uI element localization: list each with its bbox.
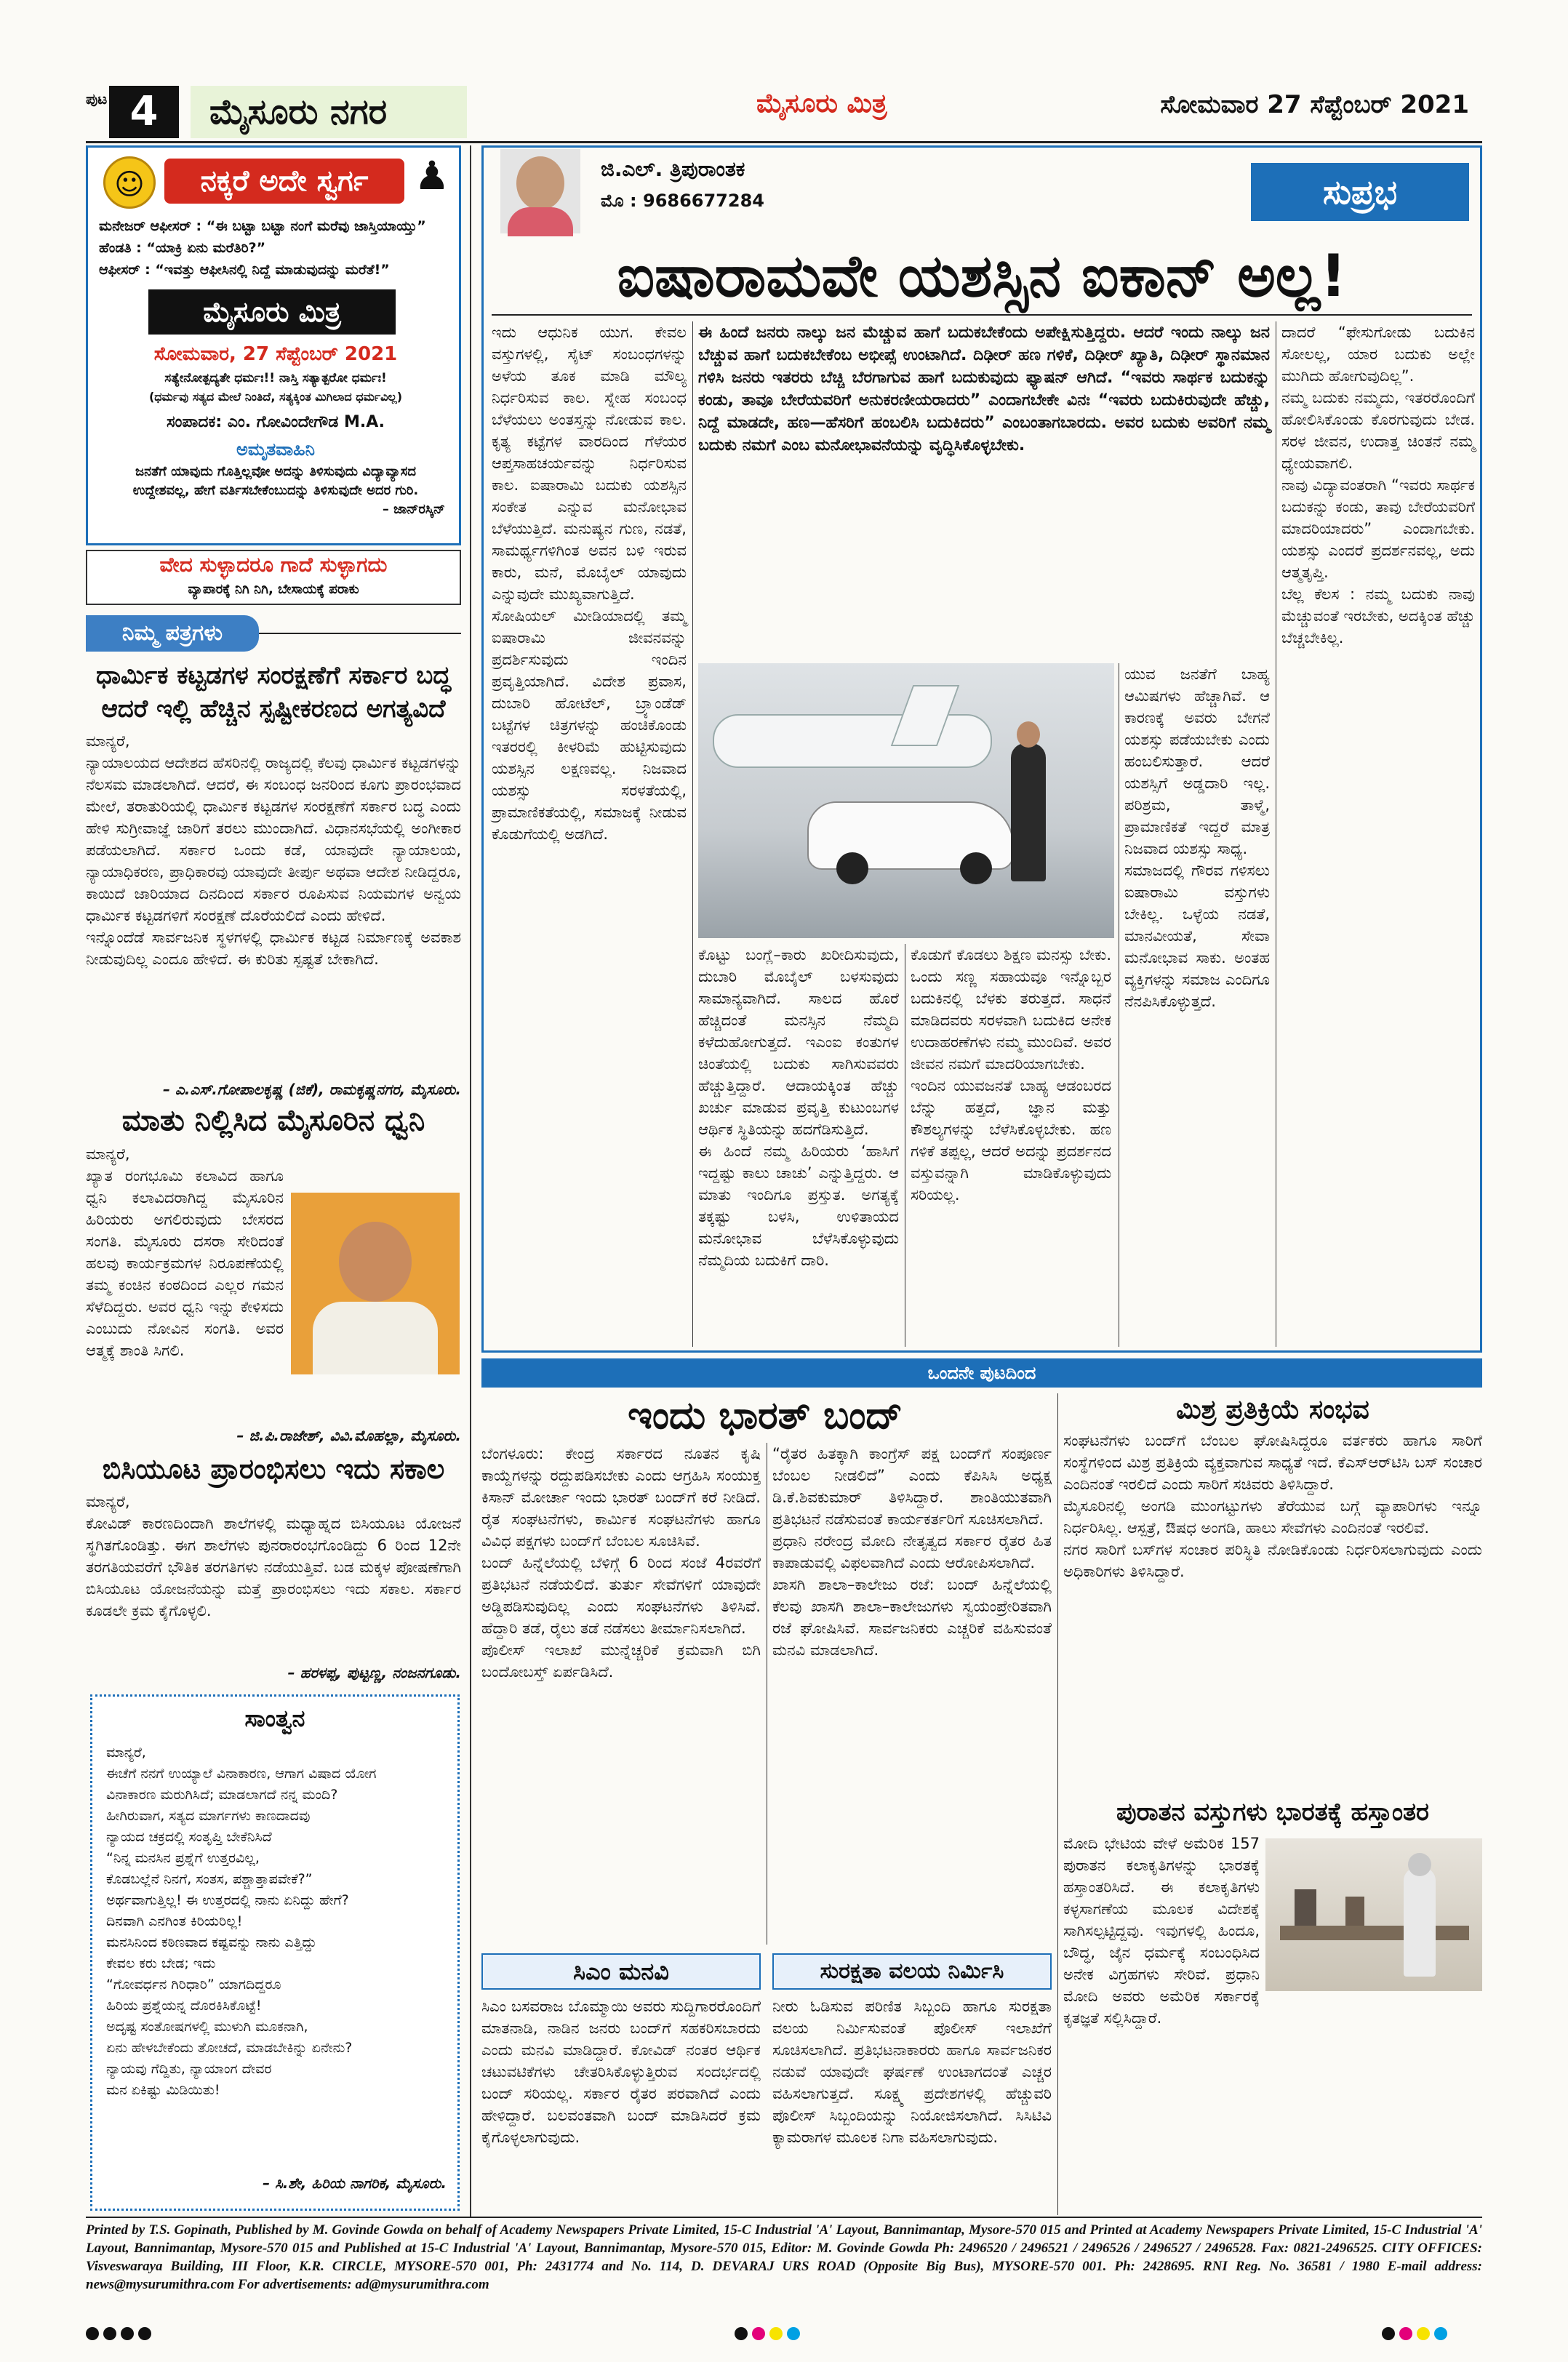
section-title: ಮೈಸೂರು ನಗರ [191, 86, 467, 138]
motto-line-1: ಸತ್ಯೇನೋತ್ಪದ್ಯತೇ ಧರ್ಮಃ!! ನಾಸ್ತಿ ಸತ್ಯಾತ್ಪರೋ ಧರ್ಮಃ! [164, 371, 387, 385]
letter-1-credit: – ಎ.ಎಸ್.ಗೋಪಾಲಕೃಷ್ಣ (ಜಿಕೆ), ರಾಮಕೃಷ್ಣನಗರ, ಮೈಸೂರು. [162, 1081, 461, 1098]
safety-zone-title: ಸುರಕ್ಷತಾ ವಲಯ ನಿರ್ಮಿಸಿ [772, 1953, 1052, 1990]
column-name-badge: ಸುಪ್ರಭ [1251, 163, 1469, 221]
continued-banner: ಒಂದನೇ ಪುಟದಿಂದ [481, 1358, 1482, 1388]
column-headline: ಐಷಾರಾಮವೇ ಯಶಸ್ಸಿನ ಐಕಾನ್ ಅಲ್ಲ! [617, 242, 1347, 310]
humor-title: ನಕ್ಕರೆ ಅದೇ ಸ್ವರ್ಗ [164, 159, 404, 204]
letters-rule [259, 633, 461, 634]
header-rule [86, 141, 1482, 143]
left-column-divider [470, 145, 471, 2218]
column-col-4: ಯುವ ಜನತೆಗೆ ಬಾಹ್ಯ ಆಮಿಷಗಳು ಹೆಚ್ಚಾಗಿವೆ. ಆ ಕಾರಣಕ್ಕೆ ಅವರು ಬೇಗನೆ ಯಶಸ್ಸು ಪಡೆಯಬೇಕು ಎಂದು ಹಂಬಲಿಸುತ್ತಾರೆ. ಆದರೆ ಯಶಸ್ಸಿಗೆ ಅಡ್ಡದಾರಿ ಇಲ್ಲ. ಪರಿಶ್ರಮ, ತಾಳ್ಮೆ, ಪ್ರಾಮಾಣಿಕತೆ ಇದ್ದರೆ ಮಾತ್ರ ನಿಜವಾದ ಯಶಸ್ಸು ಸಾಧ್ಯ. ಸಮಾಜದಲ್ಲಿ ಗೌರವ ಗಳಿಸಲು ಐಷಾರಾಮಿ ವಸ್ತುಗಳು ಬೇಕಿಲ್ಲ. ಒಳ್ಳೆಯ ನಡತೆ, ಮಾನವೀಯತೆ, ಸೇವಾ ಮನೋಭಾವ ಸಾಕು. ಅಂತಹ ವ್ಯಕ್ತಿಗಳನ್ನು ಸಮಾಜ ಎಂದಿಗೂ ನೆನಪಿಸಿಕೊಳ್ಳುತ್ತದೆ. [1124, 665, 1270, 1010]
masthead-date: ಸೋಮವಾರ, 27 ಸೆಪ್ಟೆಂಬರ್ 2021 [153, 343, 398, 365]
mixed-headline: ಮಿಶ್ರ ಪ್ರತಿಕ್ರಿಯೆ ಸಂಭವ [1176, 1395, 1369, 1425]
letter-3-body: ಮಾನ್ಯರೆ, ಕೋವಿಡ್ ಕಾರಣದಿಂದಾಗಿ ಶಾಲೆಗಳಲ್ಲಿ ಮಧ್ಯಾಹ್ನದ ಬಿಸಿಯೂಟ ಯೋಜನೆ ಸ್ಥಗಿತಗೊಂಡಿತ್ತು. ಈಗ ಶಾಲೆಗಳು ಪುನರಾರಂಭಗೊಂಡಿದ್ದು 6 ರಿಂದ 12ನೇ ತರಗತಿಯವರೆಗೆ ಭೌತಿಕ ತರಗತಿಗಳು ನಡೆಯುತ್ತಿವೆ. ಬಡ ಮಕ್ಕಳ ಪೋಷಣೆಗಾಗಿ ಬಿಸಿಯೂಟ ಯೋಜನೆಯನ್ನು ಮತ್ತೆ ಪ್ರಾರಂಭಿಸಲು ಇದು ಸಕಾಲ. ಸರ್ಕಾರ ಕೂಡಲೇ ಕ್ರಮ ಕೈಗೊಳ್ಳಲಿ. [86, 1493, 461, 1620]
header-date: ಸೋಮವಾರ 27 ಸೆಪ್ಟೆಂಬರ್ 2021 [1160, 90, 1469, 119]
editor-line: ಸಂಪಾದಕ: ಎಂ. ಗೋವಿಂದೇಗೌಡ M.A. [166, 413, 385, 431]
columnist-phone: ಮೊ : 9686677284 [601, 191, 764, 211]
santhwana-body: ಮಾನ್ಯರೆ, ಈಚೆಗೆ ನನಗೆ ಉಯ್ಯಾಲೆ ವಿನಾಕಾರಣ, ಆಗಾಗ ವಿಷಾದ ಯೋಗ ವಿನಾಕಾರಣ ಮರುಗಿಸಿದೆ; ಮಾಡಲಾಗದೆ ನನ್ನ ಮಂದಿ? ಹೀಗಿರುವಾಗ, ಸತ್ಯದ ಮಾರ್ಗಗಳು ಕಾಣದಾದವು ನ್ಯಾಯದ ಚಕ್ರದಲ್ಲಿ ಸಂತೃಪ್ತಿ ಬೇಕೆನಿಸಿದೆ “ನಿನ್ನ ಮನಸಿನ ಪ್ರಶ್ನೆಗೆ ಉತ್ತರವಿಲ್ಲ, ಕೊಡಬಲ್ಲೆನೆ ನಿನಗೆ, ಸಂತಸ, ಪಶ್ಚಾತ್ತಾಪವೇಕೆ?” ಅರ್ಥವಾಗುತ್ತಿಲ್ಲ! ಈ ಉತ್ತರದಲ್ಲಿ ನಾನು ಏನಿದ್ದು ಹೇಗೆ? ದಿನವಾಗಿ ಎನಗಿಂತ ಕಿರಿಯರಿಲ್ಲ! ಮನಸಿನಿಂದ ಕಠಿಣವಾದ ಕಷ್ಟವನ್ನು ನಾನು ಎತ್ತಿದ್ದು ಕೇವಲ ಕರು ಬೇಡ; ಇದು “ಗೋವರ್ಧನ ಗಿರಿಧಾರಿ” ಯಾಗದಿದ್ದರೂ ಹಿರಿಯ ಪ್ರಶ್ನೆಯನ್ನ ದೊರಕಿಸಿಕೊಟ್ಟೆ! ಅದೃಷ್ಟ ಸಂತೋಷಗಳಲ್ಲಿ ಮುಳುಗಿ ಮೂಕನಾಗಿ, ಏನು ಹೇಳಬೇಕೆಂದು ತೋಚದೆ, ಮಾಡಬೇಕಿನ್ನು ಏನೇನು? ನ್ಯಾಯವು ಗೆದ್ದಿತು, ನ್ಯಾಯಾಂಗ ದೇವರ ಮನ ಏಕಿಷ್ಟು ಮಿಡಿಯಿತು! [106, 1745, 377, 2098]
bandh-col-2: “ರೈತರ ಹಿತಕ್ಕಾಗಿ ಕಾಂಗ್ರೆಸ್ ಪಕ್ಷ ಬಂದ್‌ಗೆ ಸಂಪೂರ್ಣ ಬೆಂಬಲ ನೀಡಲಿದೆ” ಎಂದು ಕೆಪಿಸಿಸಿ ಅಧ್ಯಕ್ಷ ಡಿ.ಕೆ.ಶಿವಕುಮಾರ್ ತಿಳಿಸಿದ್ದಾರೆ. ಶಾಂತಿಯುತವಾಗಿ ಪ್ರತಿಭಟನೆ ನಡೆಸುವಂತೆ ಕಾರ್ಯಕರ್ತರಿಗೆ ಸೂಚಿಸಲಾಗಿದೆ. ಪ್ರಧಾನಿ ನರೇಂದ್ರ ಮೋದಿ ನೇತೃತ್ವದ ಸರ್ಕಾರ ರೈತರ ಹಿತ ಕಾಪಾಡುವಲ್ಲಿ ವಿಫಲವಾಗಿದೆ ಎಂದು ಆರೋಪಿಸಲಾಗಿದೆ. ಖಾಸಗಿ ಶಾಲಾ–ಕಾಲೇಜು ರಜೆ: ಬಂದ್ ಹಿನ್ನೆಲೆಯಲ್ಲಿ ಕೆಲವು ಖಾಸಗಿ ಶಾಲಾ–ಕಾಲೇಜುಗಳು ಸ್ವಯಂಪ್ರೇರಿತವಾಗಿ ರಜೆ ಘೋಷಿಸಿವೆ. ಸಾರ್ವಜನಿಕರು ಎಚ್ಚರಿಕೆ ವಹಿಸುವಂತೆ ಮನವಿ ಮಾಡಲಾಗಿದೆ. [772, 1445, 1052, 1659]
proverb-sub: ವ್ಯಾಪಾರಕ್ಕೆ ನಿಗಿ ನಿಗಿ, ಬೇಸಾಯಕ್ಕೆ ಪರಾಕು [188, 582, 359, 597]
masthead-logo: ಮೈಸೂರು ಮಿತ್ರ [148, 289, 396, 335]
column-col-2: ಕೊಟ್ಟು ಬಂಗ್ಲೆ–ಕಾರು ಖರೀದಿಸುವುದು, ದುಬಾರಿ ಮೊಬೈಲ್ ಬಳಸುವುದು ಸಾಮಾನ್ಯವಾಗಿದೆ. ಸಾಲದ ಹೊರೆ ಹೆಚ್ಚಿದಂತೆ ಮನಸ್ಸಿನ ನೆಮ್ಮದಿ ಕಳೆದುಹೋಗುತ್ತದೆ. ಇಎಂಐ ಕಂತುಗಳ ಚಿಂತೆಯಲ್ಲಿ ಬದುಕು ಸಾಗಿಸುವವರು ಹೆಚ್ಚುತ್ತಿದ್ದಾರೆ. ಆದಾಯಕ್ಕಿಂತ ಹೆಚ್ಚು ಖರ್ಚು ಮಾಡುವ ಪ್ರವೃತ್ತಿ ಕುಟುಂಬಗಳ ಆರ್ಥಿಕ ಸ್ಥಿತಿಯನ್ನು ಹದಗೆಡಿಸುತ್ತಿದೆ. ಈ ಹಿಂದೆ ನಮ್ಮ ಹಿರಿಯರು ‘ಹಾಸಿಗೆ ಇದ್ದಷ್ಟು ಕಾಲು ಚಾಚು’ ಎನ್ನುತ್ತಿದ್ದರು. ಆ ಮಾತು ಇಂದಿಗೂ ಪ್ರಸ್ತುತ. ಅಗತ್ಯಕ್ಕೆ ತಕ್ಕಷ್ಟು ಬಳಸಿ, ಉಳಿತಾಯದ ಮನೋಭಾವ ಬೆಳೆಸಿಕೊಳ್ಳುವುದು ನೆಮ್ಮದಿಯ ಬದುಕಿಗೆ ದಾರಿ. [698, 946, 899, 1269]
bandh-divider-2 [1057, 1393, 1058, 2215]
column-head-rule [492, 314, 1472, 316]
letter-2-credit: – ಜಿ.ಪಿ.ರಾಜೇಶ್, ವಿವಿ.ಮೊಹಲ್ಲಾ, ಮೈಸೂರು. [236, 1427, 461, 1444]
humor-line-2: ಹೆಂಡತಿ : “ಯಾಕ್ರಿ ಏನು ಮರೆತಿರಿ?” [99, 240, 266, 256]
humor-line-1: ಮನೇಜರ್ ಆಫೀಸರ್ : “ಈ ಬಟ್ಟಾ ಬಟ್ಟಾ ನಂಗೆ ಮರೆವು ಜಾಸ್ತಿಯಾಯ್ತು” [99, 218, 426, 234]
humor-line-3: ಆಫೀಸರ್ : “ಇವತ್ತು ಆಫೀಸಿನಲ್ಲಿ ನಿದ್ದೆ ಮಾಡುವುದನ್ನು ಮರೆತೆ!” [99, 262, 390, 278]
header-brand: ಮೈಸೂರು ಮಿತ್ರ [756, 89, 887, 119]
cm-appeal-title: ಸಿಎಂ ಮನವಿ [481, 1953, 761, 1990]
santhwana-title: ಸಾಂತ್ವನ [244, 1705, 305, 1732]
letter-1-headline: ಧಾರ್ಮಿಕ ಕಟ್ಟಡಗಳ ಸಂರಕ್ಷಣೆಗೆ ಸರ್ಕಾರ ಬದ್ಧ ಆದರೆ ಇಲ್ಲಿ ಹೆಚ್ಚಿನ ಸ್ಪಷ್ಟೀಕರಣದ ಅಗತ್ಯವಿದೆ [96, 661, 451, 724]
bandh-headline: ಇಂದು ಭಾರತ್ ಬಂದ್ [628, 1394, 903, 1438]
bandh-col-1: ಬೆಂಗಳೂರು: ಕೇಂದ್ರ ಸರ್ಕಾರದ ನೂತನ ಕೃಷಿ ಕಾಯ್ದೆಗಳನ್ನು ರದ್ದುಪಡಿಸಬೇಕು ಎಂದು ಆಗ್ರಹಿಸಿ ಸಂಯುಕ್ತ ಕಿಸಾನ್ ಮೋರ್ಚಾ ಇಂದು ಭಾರತ್ ಬಂದ್‌ಗೆ ಕರೆ ನೀಡಿದೆ. ರೈತ ಸಂಘಟನೆಗಳು, ಕಾರ್ಮಿಕ ಸಂಘಟನೆಗಳು ಹಾಗೂ ವಿವಿಧ ಪಕ್ಷಗಳು ಬಂದ್‌ಗೆ ಬೆಂಬಲ ಸೂಚಿಸಿವೆ. ಬಂದ್ ಹಿನ್ನೆಲೆಯಲ್ಲಿ ಬೆಳಿಗ್ಗೆ 6 ರಿಂದ ಸಂಜೆ 4ರವರೆಗೆ ಪ್ರತಿಭಟನೆ ನಡೆಯಲಿದೆ. ತುರ್ತು ಸೇವೆಗಳಿಗೆ ಯಾವುದೇ ಅಡ್ಡಿಪಡಿಸುವುದಿಲ್ಲ ಎಂದು ಸಂಘಟನೆಗಳು ತಿಳಿಸಿವೆ. ಹೆದ್ದಾರಿ ತಡೆ, ರೈಲು ತಡೆ ನಡೆಸಲು ತೀರ್ಮಾನಿಸಲಾಗಿದೆ. ಪೊಲೀಸ್ ಇಲಾಖೆ ಮುನ್ನೆಚ್ಚರಿಕೆ ಕ್ರಮವಾಗಿ ಬಿಗಿ ಬಂದೋಬಸ್ತ್ ಏರ್ಪಡಿಸಿದೆ. [481, 1445, 761, 1681]
pull-quote: ಈ ಹಿಂದೆ ಜನರು ನಾಲ್ಕು ಜನ ಮೆಚ್ಚುವ ಹಾಗೆ ಬದುಕಬೇಕೆಂದು ಅಪೇಕ್ಷಿಸುತ್ತಿದ್ದರು. ಆದರೆ ಇಂದು ನಾಲ್ಕು ಜನ ಬೆಚ್ಚುವ ಹಾಗೆ ಬದುಕಬೇಕೆಂಬ ಅಭೀಪ್ಸೆ ಉಂಟಾಗಿದೆ. ದಿಢೀರ್ ಹಣ ಗಳಿಕೆ, ದಿಢೀರ್ ಖ್ಯಾತಿ, ದಿಢೀರ್ ಸ್ಥಾನಮಾನ ಗಳಿಸಿ ಜನರು ಇತರರು ಬೆಚ್ಚಿ ಬೆರಗಾಗುವ ಹಾಗೆ ಬದುಕುವುದು ಫ್ಯಾಷನ್ ಆಗಿದೆ. “ಇವರು ಸಾರ್ಥಕ ಬದುಕನ್ನು ಕಂಡು, ತಾವೂ ಬೇರೆಯವರಿಗೆ ಅನುಕರಣೀಯರಾದರು” ಎಂದಾಗಬೇಕೇ ವಿನಃ “ಇವರು ಬದುಕಿರುವುದೇ ಹೆಚ್ಚು, ನಿದ್ದೆ ಮಾಡದೇ, ಹಣ—ಹೆಸರಿಗೆ ಹಂಬಲಿಸಿ ಬದುಕಿದರು” ಎಂಬಂತಾಗಬಾರದು. ಅವರ ಬದುಕು ಅವರಿಗೆ ನಮ್ಮ ಬದುಕು ನಮಗೆ ಎಂಬ ಮನೋಭಾವನೆಯನ್ನು ವೃದ್ಧಿಸಿಕೊಳ್ಳಬೇಕು. [698, 324, 1270, 455]
proverb-title: ವೇದ ಸುಳ್ಳಾದರೂ ಗಾದೆ ಸುಳ್ಳಾಗದು [159, 553, 388, 577]
letter-3-credit: – ಹರಳಪ್ಪ, ಪುಟ್ಟಣ್ಣ, ನಂಜನಗೂಡು. [287, 1664, 461, 1681]
antique-body: ಮೋದಿ ಭೇಟಿಯ ವೇಳೆ ಅಮೆರಿಕ 157 ಪುರಾತನ ಕಲಾಕೃತಿಗಳನ್ನು ಭಾರತಕ್ಕೆ ಹಸ್ತಾಂತರಿಸಿದೆ. ಈ ಕಲಾಕೃತಿಗಳು ಕಳ್ಳಸಾಗಣೆಯ ಮೂಲಕ ವಿದೇಶಕ್ಕೆ ಸಾಗಿಸಲ್ಪಟ್ಟಿದ್ದವು. ಇವುಗಳಲ್ಲಿ ಹಿಂದೂ, ಬೌದ್ಧ, ಜೈನ ಧರ್ಮಕ್ಕೆ ಸಂಬಂಧಿಸಿದ ಅನೇಕ ವಿಗ್ರಹಗಳು ಸೇರಿವೆ. ಪ್ರಧಾನಿ ಮೋದಿ ಅವರು ಅಮೆರಿಕ ಸರ್ಕಾರಕ್ಕೆ ಕೃತಜ್ಞತೆ ಸಲ್ಲಿಸಿದ್ದಾರೆ. [1063, 1835, 1265, 2027]
santhwana-credit: – ಸಿ.ಶೇ, ಹಿರಿಯ ನಾಗರಿಕ, ಮೈಸೂರು. [263, 2174, 447, 2192]
antiquities-photo [1265, 1838, 1482, 1991]
columnist-photo [500, 149, 580, 233]
letter-3-headline: ಬಿಸಿಯೂಟ ಪ್ರಾರಂಭಿಸಲು ಇದು ಸಕಾಲ [102, 1453, 445, 1485]
registration-dots-center [735, 2327, 804, 2343]
letter-2-headline: ಮಾತು ನಿಲ್ಲಿಸಿದ ಮೈಸೂರಿನ ಧ್ವನಿ [121, 1104, 425, 1137]
registration-dots-left [86, 2327, 156, 2343]
amrut-author: – ಜಾನ್‌ರಸ್ಕಿನ್ [382, 502, 445, 517]
column-col-1: ಇದು ಆಧುನಿಕ ಯುಗ. ಕೇವಲ ವಸ್ತುಗಳಲ್ಲಿ, ಸೈಟ್ ಸಂಬಂಧಗಳನ್ನು ಅಳೆಯ ತೂಕ ಮಾಡಿ ಮೌಲ್ಯ ನಿರ್ಧರಿಸುವ ಕಾಲ. ಸ್ನೇಹ ಸಂಬಂಧ ಬೆಳೆಯಲು ಅಂತಸ್ತನ್ನು ನೋಡುವ ಕಾಲ. ಕೃತ್ಯ ಕಟ್ಟೆಗಳ ವಾರದಿಂದ ಗೆಳೆಯರ ಆಪ್ತಸಾಹಚರ್ಯವನ್ನು ನಿರ್ಧರಿಸುವ ಕಾಲ. ಐಷಾರಾಮಿ ಬದುಕು ಯಶಸ್ಸಿನ ಸಂಕೇತ ಎನ್ನುವ ಮನೋಭಾವ ಬೆಳೆಯುತ್ತಿದೆ. ಮನುಷ್ಯನ ಗುಣ, ನಡತೆ, ಸಾಮರ್ಥ್ಯಗಳಿಗಿಂತ ಅವನ ಬಳಿ ಇರುವ ಕಾರು, ಮನೆ, ಮೊಬೈಲ್ ಯಾವುದು ಎನ್ನುವುದೇ ಮುಖ್ಯವಾಗುತ್ತಿದೆ. ಸೋಷಿಯಲ್ ಮೀಡಿಯಾದಲ್ಲಿ ತಮ್ಮ ಐಷಾರಾಮಿ ಜೀವನವನ್ನು ಪ್ರದರ್ಶಿಸುವುದು ಇಂದಿನ ಪ್ರವೃತ್ತಿಯಾಗಿದೆ. ವಿದೇಶ ಪ್ರವಾಸ, ದುಬಾರಿ ಹೋಟೆಲ್, ಬ್ರ್ಯಾಂಡೆಡ್ ಬಟ್ಟೆಗಳ ಚಿತ್ರಗಳನ್ನು ಹಂಚಿಕೊಂಡು ಇತರರಲ್ಲಿ ಕೀಳರಿಮೆ ಹುಟ್ಟಿಸುವುದು ಯಶಸ್ಸಿನ ಲಕ್ಷಣವಲ್ಲ. ನಿಜವಾದ ಯಶಸ್ಸು ಸರಳತೆಯಲ್ಲಿ, ಪ್ರಾಮಾಣಿಕತೆಯಲ್ಲಿ, ಸಮಾಜಕ್ಕೆ ನೀಡುವ ಕೊಡುಗೆಯಲ್ಲಿ ಅಡಗಿದೆ. [492, 324, 687, 843]
letter-2-body-left: ಮಾನ್ಯರೆ, ಖ್ಯಾತ ರಂಗಭೂಮಿ ಕಲಾವಿದ ಹಾಗೂ ಧ್ವನಿ ಕಲಾವಿದರಾಗಿದ್ದ ಮೈಸೂರಿನ ಹಿರಿಯರು ಅಗಲಿರುವುದು ಬೇಸರದ ಸಂಗತಿ. ಮೈಸೂರು ದಸರಾ ಸೇರಿದಂತೆ ಹಲವು ಕಾರ್ಯಕ್ರಮಗಳ ನಿರೂಪಣೆಯಲ್ಲಿ ತಮ್ಮ ಕಂಚಿನ ಕಂಠದಿಂದ ಎಲ್ಲರ ಗಮನ ಸೆಳೆದಿದ್ದರು. ಅವರ ಧ್ವನಿ ಇನ್ನು ಕೇಳಿಸದು ಎಂಬುದು ನೋವಿನ ಸಂಗತಿ. ಅವರ ಆತ್ಮಕ್ಕೆ ಶಾಂತಿ ಸಿಗಲಿ. [86, 1145, 284, 1359]
column-col-3: ಕೊಡುಗೆ ಕೊಡಲು ಶಿಕ್ಷಣ ಮನಸ್ಸು ಬೇಕು. ಒಂದು ಸಣ್ಣ ಸಹಾಯವೂ ಇನ್ನೊಬ್ಬರ ಬದುಕಿನಲ್ಲಿ ಬೆಳಕು ತರುತ್ತದೆ. ಸಾಧನೆ ಮಾಡಿದವರು ಸರಳವಾಗಿ ಬದುಕಿದ ಅನೇಕ ಉದಾಹರಣೆಗಳು ನಮ್ಮ ಮುಂದಿವೆ. ಅವರ ಜೀವನ ನಮಗೆ ಮಾದರಿಯಾಗಬೇಕು. ಇಂದಿನ ಯುವಜನತೆ ಬಾಹ್ಯ ಆಡಂಬರದ ಬೆನ್ನು ಹತ್ತದೆ, ಜ್ಞಾನ ಮತ್ತು ಕೌಶಲ್ಯಗಳನ್ನು ಬೆಳೆಸಿಕೊಳ್ಳಬೇಕು. ಹಣ ಗಳಿಕೆ ತಪ್ಪಲ್ಲ, ಆದರೆ ಅದನ್ನು ಪ್ರದರ್ಶನದ ವಸ್ತುವನ್ನಾಗಿ ಮಾಡಿಕೊಳ್ಳುವುದು ಸರಿಯಲ್ಲ. [911, 946, 1111, 1204]
footer-rule [86, 2217, 1482, 2218]
page-label: ಪುಟ [86, 90, 108, 108]
letter-2-photo [291, 1193, 460, 1374]
mixed-body: ಸಂಘಟನೆಗಳು ಬಂದ್‌ಗೆ ಬೆಂಬಲ ಘೋಷಿಸಿದ್ದರೂ ವರ್ತಕರು ಹಾಗೂ ಸಾರಿಗೆ ಸಂಸ್ಥೆಗಳಿಂದ ಮಿಶ್ರ ಪ್ರತಿಕ್ರಿಯೆ ವ್ಯಕ್ತವಾಗುವ ಸಾಧ್ಯತೆ ಇದೆ. ಕೆಎಸ್‌ಆರ್‌ಟಿಸಿ ಬಸ್ ಸಂಚಾರ ಎಂದಿನಂತೆ ಇರಲಿದೆ ಎಂದು ಸಾರಿಗೆ ಸಚಿವರು ತಿಳಿಸಿದ್ದಾರೆ. ಮೈಸೂರಿನಲ್ಲಿ ಅಂಗಡಿ ಮುಂಗಟ್ಟುಗಳು ತೆರೆಯುವ ಬಗ್ಗೆ ವ್ಯಾಪಾರಿಗಳು ಇನ್ನೂ ನಿರ್ಧರಿಸಿಲ್ಲ. ಆಸ್ಪತ್ರೆ, ಔಷಧ ಅಂಗಡಿ, ಹಾಲು ಸೇವೆಗಳು ಎಂದಿನಂತೆ ಇರಲಿವೆ. ನಗರ ಸಾರಿಗೆ ಬಸ್‌ಗಳ ಸಂಚಾರ ಪರಿಸ್ಥಿತಿ ನೋಡಿಕೊಂಡು ನಿರ್ಧರಿಸಲಾಗುವುದು ಎಂದು ಅಧಿಕಾರಿಗಳು ತಿಳಿಸಿದ್ದಾರೆ. [1063, 1432, 1482, 1580]
registration-dots-right [1382, 2327, 1452, 2343]
page-number: 4 [109, 86, 179, 138]
cm-appeal-body: ಸಿಎಂ ಬಸವರಾಜ ಬೊಮ್ಮಾಯಿ ಅವರು ಸುದ್ದಿಗಾರರೊಂದಿಗೆ ಮಾತನಾಡಿ, ನಾಡಿನ ಜನರು ಬಂದ್‌ಗೆ ಸಹಕರಿಸಬಾರದು ಎಂದು ಮನವಿ ಮಾಡಿದ್ದಾರೆ. ಕೋವಿಡ್ ನಂತರ ಆರ್ಥಿಕ ಚಟುವಟಿಕೆಗಳು ಚೇತರಿಸಿಕೊಳ್ಳುತ್ತಿರುವ ಸಂದರ್ಭದಲ್ಲಿ ಬಂದ್ ಸರಿಯಲ್ಲ. ಸರ್ಕಾರ ರೈತರ ಪರವಾಗಿದೆ ಎಂದು ಹೇಳಿದ್ದಾರೆ. ಬಲವಂತವಾಗಿ ಬಂದ್ ಮಾಡಿಸಿದರೆ ಕ್ರಮ ಕೈಗೊಳ್ಳಲಾಗುವುದು. [481, 1998, 766, 2146]
column-divider-1 [692, 321, 693, 1347]
footer-imprint: Printed by T.S. Gopinath, Published by M. Govinde Gowda on behalf of Academy Newspapers Private Limited, 15-C Industrial 'A' Layout, Bannimantap, Mysore-570 015 and Printed at Academy Newspapers Private Limited, 15-C Industrial 'A' Layout, Bannimantap, Mysore-570 015 and Published at 15-C Industrial 'A' Layout, Bannimantap, Mysore-570 015, Editor: M. Govinde Gowda Ph: 2496520 / 2496521 / 2496526 / 2496527 / 2496528. Fax: 0821-2496525. CITY OFFICES: Visveswaraya Building, III Floor, K.R. CIRCLE, MYSORE-570 001, Ph: 2431774 and No. 114, D. DEVARAJ URS ROAD (Opposite Big Bus), MYSORE-570 001. Ph: 2428695. RNI Reg. No. 36581 / 1980 E-mail address: news@mysurumithra.com For advertisements: ad@mysurumithra.com [86, 2222, 1482, 2292]
safety-zone-body: ನೀರು ಓಡಿಸುವ ಪರಿಣಿತ ಸಿಬ್ಬಂದಿ ಹಾಗೂ ಸುರಕ್ಷತಾ ವಲಯ ನಿರ್ಮಿಸುವಂತೆ ಪೊಲೀಸ್ ಇಲಾಖೆಗೆ ಸೂಚಿಸಲಾಗಿದೆ. ಪ್ರತಿಭಟನಾಕಾರರು ಹಾಗೂ ಸಾರ್ವಜನಿಕರ ನಡುವೆ ಯಾವುದೇ ಘರ್ಷಣೆ ಉಂಟಾಗದಂತೆ ಎಚ್ಚರ ವಹಿಸಲಾಗುತ್ತದೆ. ಸೂಕ್ಷ್ಮ ಪ್ರದೇಶಗಳಲ್ಲಿ ಹೆಚ್ಚುವರಿ ಪೊಲೀಸ್ ಸಿಬ್ಬಂದಿಯನ್ನು ನಿಯೋಜಿಸಲಾಗಿದೆ. ಸಿಸಿಟಿವಿ ಕ್ಯಾಮರಾಗಳ ಮೂಲಕ ನಿಗಾ ವಹಿಸಲಾಗುವುದು. [772, 1998, 1057, 2146]
antique-headline: ಪುರಾತನ ವಸ್ತುಗಳು ಭಾರತಕ್ಕೆ ಹಸ್ತಾಂತರ [1116, 1798, 1430, 1827]
cartoon-icon: ♟ [414, 153, 450, 199]
laughing-face-icon: ☺ [103, 156, 156, 209]
column-col-5: ದಾದರೆ “ಫೇಸುಗೋಡು ಬದುಕಿನ ಸೋಲಲ್ಲ, ಯಾರ ಬದುಕು ಅಲ್ಲೇ ಮುಗಿದು ಹೋಗುವುದಿಲ್ಲ”. ನಮ್ಮ ಬದುಕು ನಮ್ಮದು, ಇತರರೊಂದಿಗೆ ಹೋಲಿಸಿಕೊಂಡು ಕೊರಗುವುದು ಬೇಡ. ಸರಳ ಜೀವನ, ಉದಾತ್ತ ಚಿಂತನೆ ನಮ್ಮ ಧ್ಯೇಯವಾಗಲಿ. ನಾವು ವಿದ್ಯಾವಂತರಾಗಿ “ಇವರು ಸಾರ್ಥಕ ಬದುಕನ್ನು ಕಂಡು, ತಾವು ಬೇರೆಯವರಿಗೆ ಮಾದರಿಯಾದರು” ಎಂದಾಗಬೇಕು. ಯಶಸ್ಸು ಎಂದರೆ ಪ್ರದರ್ಶನವಲ್ಲ, ಅದು ಆತ್ಮತೃಪ್ತಿ. ಬೆಲ್ಲ ಕೆಲಸ : ನಮ್ಮ ಬದುಕು ನಾವು ಮೆಚ್ಚುವಂತೆ ಇರಬೇಕು, ಅದಕ್ಕಿಂತ ಹೆಚ್ಚು ಬೆಚ್ಚಬೇಕಿಲ್ಲ. [1281, 324, 1475, 646]
amrut-title: ಅಮೃತವಾಹಿನಿ [236, 439, 315, 460]
columnist-name: ಜಿ.ಎಲ್. ತ್ರಿಪುರಾಂತಕ [601, 157, 745, 181]
letter-1-body: ಮಾನ್ಯರೆ, ನ್ಯಾಯಾಲಯದ ಆದೇಶದ ಹೆಸರಿನಲ್ಲಿ ರಾಜ್ಯದಲ್ಲಿ ಕೆಲವು ಧಾರ್ಮಿಕ ಕಟ್ಟಡಗಳನ್ನು ನೆಲಸಮ ಮಾಡಲಾಗಿದೆ. ಆದರೆ, ಈ ಸಂಬಂಧ ಜನರಿಂದ ಕೂಗು ಪ್ರಾರಂಭವಾದ ಮೇಲೆ, ತರಾತುರಿಯಲ್ಲಿ ಧಾರ್ಮಿಕ ಕಟ್ಟಡಗಳ ಸಂರಕ್ಷಣೆಗೆ ಸರ್ಕಾರ ಬದ್ಧ ಎಂದು ಹೇಳಿ ಸುಗ್ರೀವಾಜ್ಞೆ ಜಾರಿಗೆ ತರಲು ಮುಂದಾಗಿದೆ. ವಿಧಾನಸಭೆಯಲ್ಲಿ ಅಂಗೀಕಾರ ಪಡೆಯಲಾಗಿದೆ. ಸರ್ಕಾರ ಒಂದು ಕಡೆ, ಯಾವುದೇ ನ್ಯಾಯಾಲಯ, ನ್ಯಾಯಾಧಿಕರಣ, ಪ್ರಾಧಿಕಾರವು ಯಾವುದೇ ತೀರ್ಪು ಅಥವಾ ಆದೇಶ ನೀಡಿದ್ದರೂ, ಕಾಯಿದೆ ಜಾರಿಯಾದ ದಿನದಿಂದ ಸರ್ಕಾರ ರೂಪಿಸುವ ನಿಯಮಗಳ ಅನ್ವಯ ಧಾರ್ಮಿಕ ಕಟ್ಟಡಗಳಿಗೆ ಸಂರಕ್ಷಣೆ ದೊರೆಯಲಿದೆ ಎಂದು ಹೇಳಿದೆ. ಇನ್ನೊಂದೆಡೆ ಸಾರ್ವಜನಿಕ ಸ್ಥಳಗಳಲ್ಲಿ ಧಾರ್ಮಿಕ ಕಟ್ಟಡ ನಿರ್ಮಾಣಕ್ಕೆ ಅವಕಾಶ ನೀಡುವುದಿಲ್ಲ ಎಂದೂ ಹೇಳಿದೆ. ಈ ಕುರಿತು ಸ್ಪಷ್ಟತೆ ಬೇಕಾಗಿದೆ. [86, 732, 461, 968]
luxury-jet-car-photo [698, 663, 1114, 938]
amrut-text: ಜನತೆಗೆ ಯಾವುದು ಗೊತ್ತಿಲ್ಲವೋ ಅದನ್ನು ತಿಳಿಸುವುದು ವಿದ್ಯಾವ್ಯಾಸದ ಉದ್ದೇಶವಲ್ಲ, ಹೇಗೆ ವರ್ತಿಸಬೇಕೆಂಬುದನ್ನು ತಿಳಿಸುವುದೇ ಅದರ ಗುರಿ. [132, 464, 419, 498]
motto-line-2: (ಧರ್ಮವು ಸತ್ಯದ ಮೇಲೆ ನಿಂತಿದೆ, ಸತ್ಯಕ್ಕಿಂತ ಮಿಗಿಲಾದ ಧರ್ಮವಿಲ್ಲ) [148, 390, 403, 404]
letters-tab: ನಿಮ್ಮ ಪತ್ರಗಳು [86, 615, 259, 652]
